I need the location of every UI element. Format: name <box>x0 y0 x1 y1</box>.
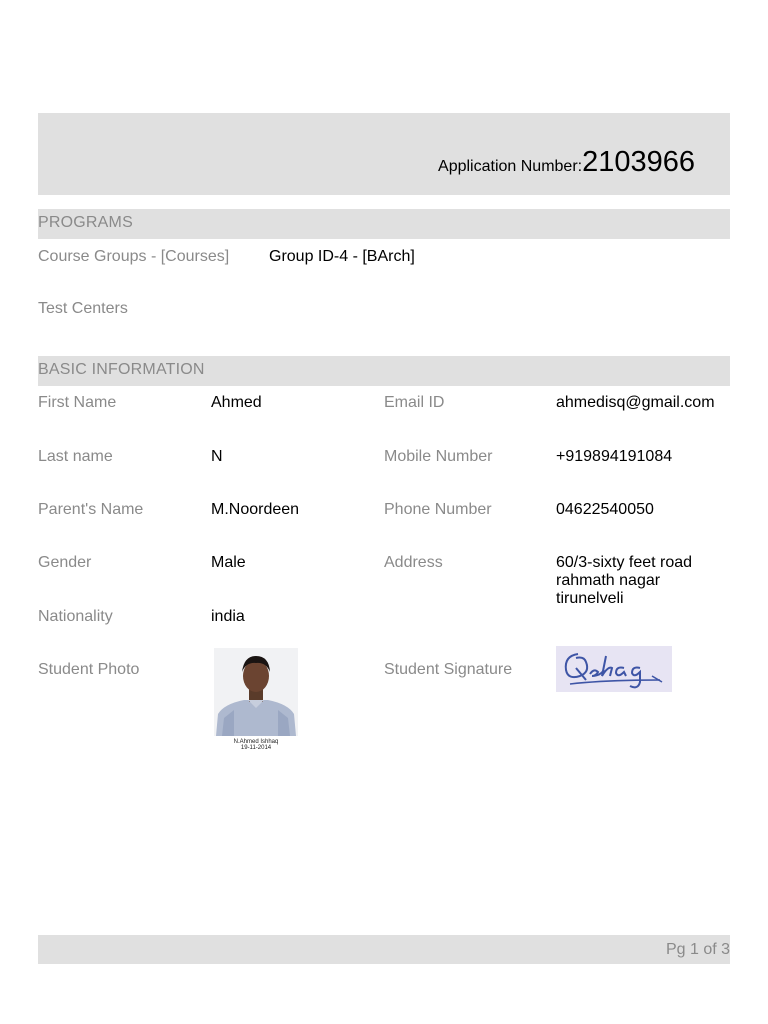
email-label: Email ID <box>384 394 445 411</box>
nationality-value: india <box>211 608 245 625</box>
address-value <box>556 554 692 608</box>
phone-number-value: 04622540050 <box>556 501 654 518</box>
first-name-value: Ahmed <box>211 394 262 411</box>
student-photo-icon <box>214 648 298 736</box>
course-groups-label: Course Groups - [Courses] <box>38 248 230 265</box>
student-signature <box>556 646 672 692</box>
student-photo <box>214 648 298 736</box>
phone-number-label: Phone Number <box>384 501 492 518</box>
address-label: Address <box>384 554 443 571</box>
address-line: 60/3-sixty feet road <box>556 554 693 571</box>
basic-info-section-title: BASIC INFORMATION <box>38 361 205 378</box>
student-signature-label: Student Signature <box>384 661 513 678</box>
address-line: tirunelveli <box>556 590 624 607</box>
photo-caption-date: 19-11-2014 <box>240 745 272 751</box>
application-number-block <box>438 146 695 179</box>
mobile-number-value: +919894191084 <box>556 448 673 465</box>
student-photo-label: Student Photo <box>38 661 140 678</box>
last-name-label: Last name <box>38 448 113 465</box>
programs-section-title: PROGRAMS <box>38 214 133 231</box>
gender-value: Male <box>211 554 246 571</box>
parent-name-value: M.Noordeen <box>211 501 300 518</box>
application-number-value: 2103966 <box>582 146 695 178</box>
last-name-value: N <box>211 448 223 465</box>
parent-name-label: Parent's Name <box>38 501 144 518</box>
course-groups-value: Group ID-4 - [BArch] <box>269 248 415 265</box>
email-value: ahmedisq@gmail.com <box>556 394 715 411</box>
gender-label: Gender <box>38 554 92 571</box>
signature-icon <box>556 646 672 692</box>
page-indicator: Pg 1 of 3 <box>665 941 730 958</box>
photo-caption <box>214 739 298 751</box>
footer-band <box>38 935 730 964</box>
application-number-label: Application Number: <box>438 158 583 175</box>
first-name-label: First Name <box>38 394 117 411</box>
address-line: rahmath nagar <box>556 572 661 589</box>
mobile-number-label: Mobile Number <box>384 448 493 465</box>
photo-caption-name: N.Ahmed Ishhaq <box>233 739 279 745</box>
test-centers-label: Test Centers <box>38 300 128 317</box>
programs-section-band <box>38 209 730 239</box>
nationality-label: Nationality <box>38 608 113 625</box>
